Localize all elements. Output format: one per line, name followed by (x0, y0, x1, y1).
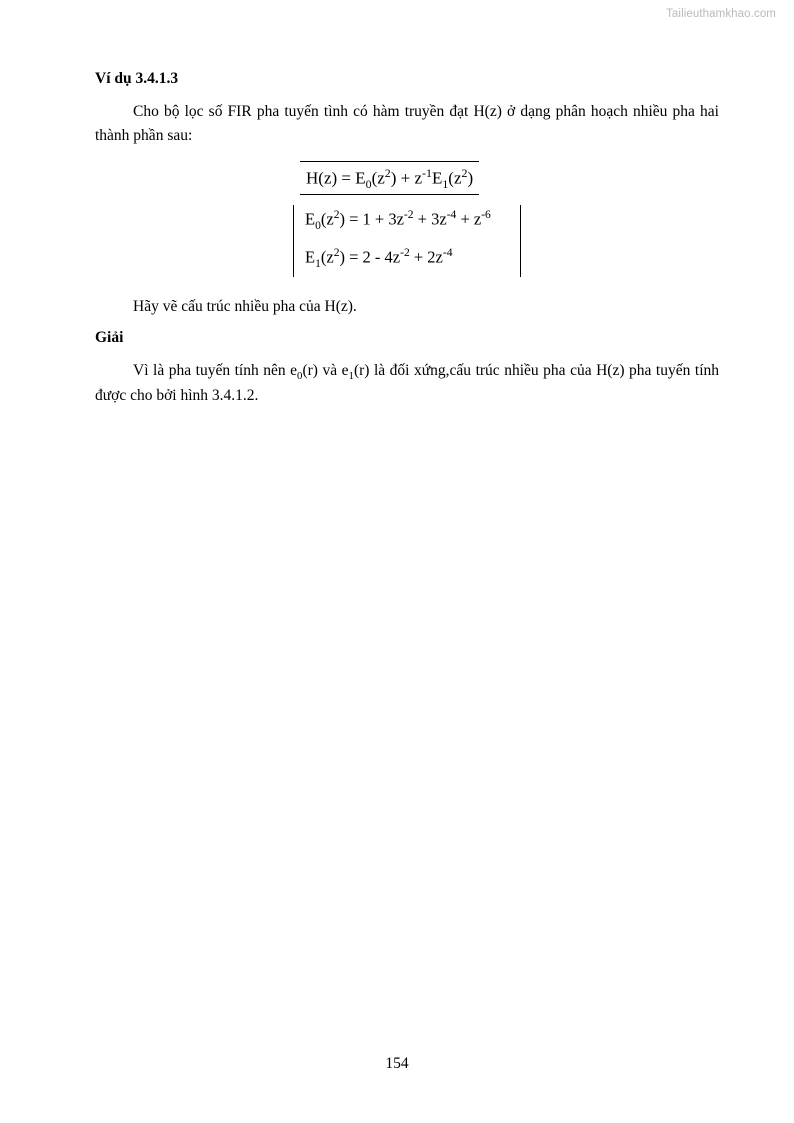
request-paragraph: Hãy vẽ cấu trúc nhiều pha của H(z). (133, 298, 357, 316)
equation-main (300, 161, 479, 195)
equation-main-e1: E (431, 168, 443, 188)
solution-paragraph (95, 359, 719, 408)
equation-main-lhs: H(z) = E (306, 168, 366, 188)
equation-e1-term1-sup: -2 (400, 247, 410, 260)
equation-e0-term3-sup: -6 (481, 209, 491, 222)
equation-block (95, 161, 719, 279)
solution-part-2: (r) và e (302, 361, 349, 379)
equation-main-sub1: 1 (442, 177, 449, 192)
equation-main-close: ) (467, 168, 474, 188)
solution-heading: Giải (95, 328, 124, 346)
page-number: 154 (385, 1055, 409, 1072)
solution-sub-1: 1 (348, 369, 354, 382)
watermark-text: Tailieuthamkhao.com (666, 8, 776, 20)
equation-e1-sup: 2 (333, 247, 340, 260)
equation-main-open2: (z (448, 168, 462, 188)
equation-line-e1: $E_1(z^2) = 2 - 4z^{-2} + 2z^{-4}$ (305, 247, 453, 270)
equation-main-supm1: -1 (422, 166, 432, 181)
solution-part-1: Vì là pha tuyến tính nên e (133, 361, 298, 379)
equation-line-e0: $E_0(z^2) = 1 + 3z^{-2} + 3z^{-4} + z^{-6}$ (305, 209, 491, 232)
page-content (95, 70, 719, 418)
equation-e1-sub: 1 (315, 257, 321, 270)
intro-paragraph: Cho bộ lọc số FIR pha tuyến tình có hàm truyền đạt H(z) ở dạng phân hoạch nhiều pha hai thành phần sau: (95, 103, 719, 144)
solution-part-3: (r) là đối xứng,cấu trúc nhiều pha của H(z) pha tuyến tính được cho bởi hình 3.4.1.2. (95, 361, 720, 405)
example-heading: Ví dụ 3.4.1.3 (95, 70, 179, 87)
equation-main-sub0: 0 (365, 177, 372, 192)
equation-e0-term1-sup: -2 (403, 209, 414, 222)
equation-main-mid: ) + z (390, 168, 423, 188)
equation-e0-term2-sup: -4 (446, 209, 457, 222)
equation-main-open: (z (371, 168, 385, 188)
equation-main-sup2a: 2 (384, 166, 391, 181)
equation-e0-sup: 2 (333, 209, 340, 222)
equation-e0-sub: 0 (315, 219, 321, 232)
equation-main-sup2b: 2 (461, 166, 468, 181)
equation-e1-term2-sup: -4 (442, 247, 453, 260)
solution-sub-0: 0 (297, 369, 303, 382)
